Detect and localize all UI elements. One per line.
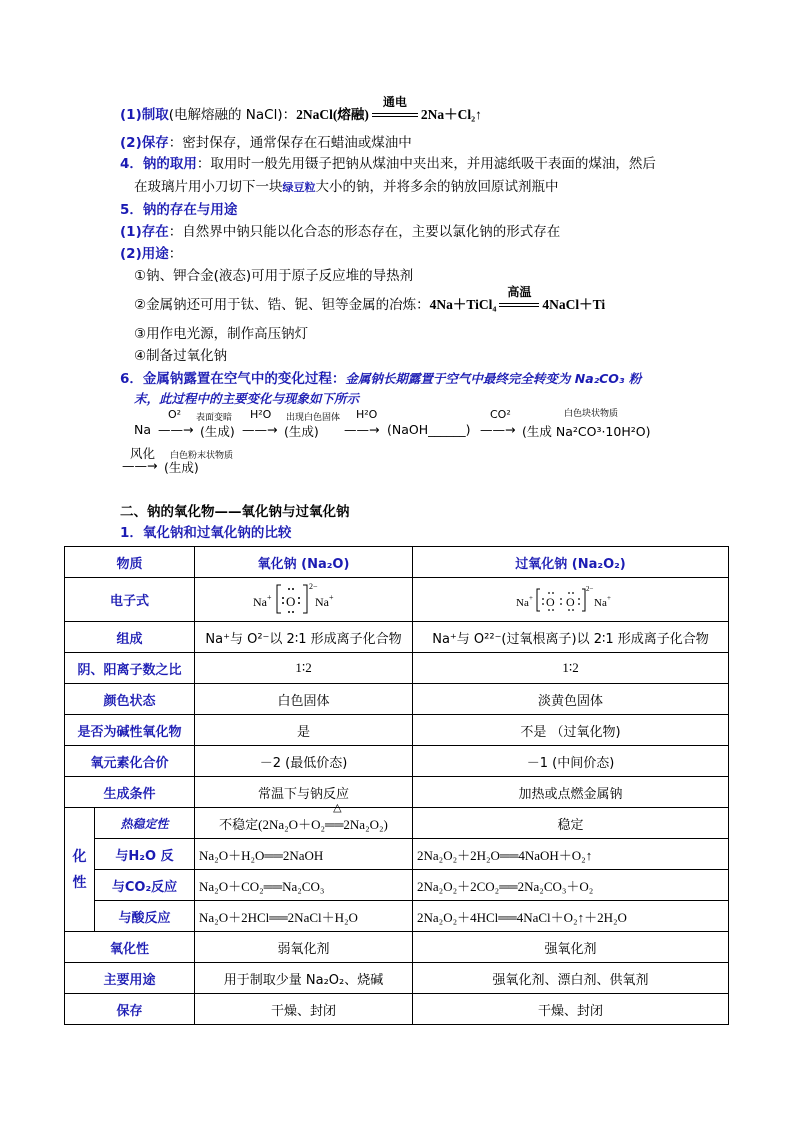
- table-row: [65, 932, 729, 963]
- oxide-subtitle: 1．氧化钠和过氧化钠的比较: [120, 525, 292, 541]
- step3-reagent: H²O: [356, 408, 378, 421]
- header-na2o: 氧化钠 (Na₂O): [195, 547, 413, 578]
- step2-result: (生成): [284, 424, 319, 439]
- air-heading-2: [134, 390, 359, 408]
- take-text-2b: 大小的钠，并将多余的钠放回原试剂瓶中: [315, 179, 559, 195]
- oxide-title: 二、钠的氧化物——氧化钠与过氧化钠: [120, 504, 350, 520]
- electron-label: 电子式: [65, 578, 195, 622]
- row-label: 与H₂O 反: [95, 839, 195, 870]
- exist-line: [120, 223, 560, 241]
- prep-condition: 通电: [382, 95, 407, 109]
- step1-phen: 表面变暗: [196, 413, 233, 423]
- row-label: 与CO₂反应: [95, 870, 195, 901]
- row-label: 组成: [65, 622, 195, 653]
- step1-reagent: O²: [168, 408, 182, 421]
- row-na2o: 白色固体: [195, 684, 413, 715]
- row-na2o: －2 (最低价态): [195, 746, 413, 777]
- use-item-4: ④制备过氧化钠: [134, 348, 228, 364]
- row-na2o: 是: [195, 715, 413, 746]
- prep-formula-right: 2Na＋Cl₂↑: [420, 107, 482, 122]
- svg-text:2−: 2−: [308, 581, 318, 591]
- row-na2o2: 强氧化剂: [413, 932, 729, 963]
- step3-result: (NaOH______): [387, 422, 471, 437]
- table-row: [65, 746, 729, 777]
- use-item-2-text: ②金属钠还可用于钛、锆、铌、钽等金属的冶炼：: [134, 297, 430, 313]
- svg-text:O: O: [545, 594, 555, 609]
- take-em: 绿豆粒: [282, 181, 316, 194]
- row-na2o: 用于制取少量 Na₂O₂、烧碱: [195, 963, 413, 994]
- row-na2o2: 2Na₂O₂＋2CO₂══2Na₂CO₃＋O₂: [413, 870, 729, 901]
- use-colon: ：: [168, 246, 183, 262]
- row-na2o: [195, 801, 413, 839]
- prep-label: (1)制取: [120, 107, 169, 123]
- exist-label: (1)存在: [120, 224, 169, 240]
- row-label: 氧化性: [65, 932, 195, 963]
- step4-result: (生成 Na²CO³·10H²O): [522, 424, 651, 439]
- take-text: ：取用时一般先用镊子把钠从煤油中夹出来，并用滤纸吸干表面的煤油，然后: [196, 156, 656, 172]
- step5-reagent: 风化: [130, 446, 156, 461]
- row-na2o: Na₂O＋CO₂══Na₂CO₃: [195, 870, 413, 901]
- svg-text:+: +: [266, 592, 272, 602]
- process-chain: [122, 408, 694, 478]
- use-item-2-equals: [496, 285, 542, 314]
- prep-text: (电解熔融的 NaCl)：: [168, 107, 297, 123]
- header-substance: 物质: [65, 547, 195, 578]
- take-text-2a: 在玻璃片用小刀切下一块: [134, 179, 283, 195]
- row-na2o2: 稳定: [413, 808, 729, 839]
- step5-phen: 白色粉末状物质: [170, 451, 234, 461]
- store-line: [120, 134, 412, 152]
- table-row: [65, 901, 729, 932]
- row-na2o2: 淡黄色固体: [413, 684, 729, 715]
- air-em-2: 末，此过程中的主要变化与现象如下所示: [134, 391, 360, 406]
- row-label: 是否为碱性氧化物: [65, 715, 195, 746]
- prep-equals: [369, 95, 421, 124]
- na2o-lewis-structure: [249, 579, 359, 617]
- step3-arrow: ——→: [344, 422, 380, 437]
- na2o2-lewis-structure: [516, 579, 626, 617]
- table-row: [65, 777, 729, 808]
- na2o-electron-formula: [195, 578, 413, 622]
- air-heading: [120, 370, 641, 388]
- row-na2o2: －1 (中间价态): [413, 746, 729, 777]
- row-na2o: 1∶2: [195, 653, 413, 684]
- na2o2-electron-formula: [413, 578, 729, 622]
- exist-text: ：自然界中钠只能以化合态的形态存在，主要以氯化钠的形式存在: [168, 224, 561, 240]
- step4-phen: 白色块状物质: [564, 409, 619, 419]
- svg-text:Na: Na: [515, 596, 529, 609]
- use-item-2-condition: 高温: [507, 285, 532, 299]
- svg-text:O: O: [565, 594, 575, 609]
- table-row: [65, 684, 729, 715]
- svg-text:2−: 2−: [585, 584, 593, 593]
- step2-phen: 出现白色固体: [286, 413, 341, 423]
- air-em: 金属钠长期露置于空气中最终完全转变为 Na₂CO₃ 粉: [345, 371, 642, 386]
- exist-heading-label: 5．钠的存在与用途: [120, 202, 238, 218]
- row-na2o2: 干燥、封闭: [413, 994, 729, 1025]
- row-label: 生成条件: [65, 777, 195, 808]
- prep-formula-left: 2NaCl(熔融): [296, 107, 369, 122]
- row-na2o2: 强氧化剂、漂白剂、供氧剂: [413, 963, 729, 994]
- use-label: (2)用途: [120, 246, 169, 262]
- svg-text:Na: Na: [252, 594, 267, 609]
- step2-arrow: ——→: [242, 422, 278, 437]
- row-label: 阴、阳离子数之比: [65, 653, 195, 684]
- row-label: 保存: [65, 994, 195, 1025]
- store-label: (2)保存: [120, 135, 169, 151]
- row-na2o2: 2Na₂O₂＋2H₂O══4NaOH＋O₂↑: [413, 839, 729, 870]
- air-label: 6．金属钠露置在空气中的变化过程：: [120, 371, 346, 387]
- step5-arrow: ——→: [122, 458, 158, 473]
- row-na2o: Na₂O＋H₂O══2NaOH: [195, 839, 413, 870]
- row-na2o: Na⁺与 O²⁻以 2∶1 形成离子化合物: [195, 622, 413, 653]
- step4-arrow: ——→: [480, 422, 516, 437]
- svg-text:Na: Na: [593, 596, 607, 609]
- table-row: [65, 715, 729, 746]
- table-row: [65, 808, 729, 839]
- store-text: ：密封保存，通常保存在石蜡油或煤油中: [168, 135, 412, 151]
- table-row: [65, 839, 729, 870]
- svg-text:+: +: [606, 593, 611, 602]
- table-row: [65, 870, 729, 901]
- table-row: [65, 622, 729, 653]
- svg-text:O: O: [285, 593, 295, 609]
- use-item-2: [134, 285, 606, 314]
- process-start: Na: [134, 422, 152, 437]
- chem-property-text: 化性: [72, 848, 87, 891]
- use-item-1: ①钠、钾合金(液态)可用于原子反应堆的导热剂: [134, 268, 414, 284]
- header-na2o2: 过氧化钠 (Na₂O₂): [413, 547, 729, 578]
- comparison-table: [64, 546, 729, 1025]
- table-row: [65, 994, 729, 1025]
- step4-reagent: CO²: [490, 408, 511, 421]
- row-na2o: 弱氧化剂: [195, 932, 413, 963]
- prep-line: [120, 95, 482, 124]
- use-item-2-formula-left: 4Na＋TiCl₄: [429, 297, 497, 312]
- step5-result: (生成): [164, 460, 199, 475]
- take-label: 4．钠的取用: [120, 156, 197, 172]
- stability-text: 不稳定(2Na₂O＋O₂══2Na₂O₂): [219, 816, 388, 832]
- row-na2o: 干燥、封闭: [195, 994, 413, 1025]
- row-label: 颜色状态: [65, 684, 195, 715]
- row-label: 与酸反应: [95, 901, 195, 932]
- svg-text:+: +: [328, 592, 334, 602]
- take-line-2: [134, 178, 559, 197]
- use-item-3: ③用作电光源，制作高压钠灯: [134, 326, 309, 342]
- step1-arrow: ——→: [158, 422, 194, 437]
- row-na2o2: 加热或点燃金属钠: [413, 777, 729, 808]
- row-label: 主要用途: [65, 963, 195, 994]
- row-na2o: Na₂O＋2HCl══2NaCl＋H₂O: [195, 901, 413, 932]
- row-na2o2: 不是 （过氧化物): [413, 715, 729, 746]
- row-label: 热稳定性: [95, 808, 195, 839]
- heat-condition: △: [333, 801, 342, 814]
- row-na2o2: 1∶2: [413, 653, 729, 684]
- row-na2o2: 2Na₂O₂＋4HCl══4NaCl＋O₂↑＋2H₂O: [413, 901, 729, 932]
- row-label: 氧元素化合价: [65, 746, 195, 777]
- row-na2o: 常温下与钠反应: [195, 777, 413, 808]
- use-heading: [120, 245, 182, 263]
- use-item-2-formula-right: 4NaCl＋Ti: [542, 297, 606, 312]
- table-row: [65, 578, 729, 622]
- table-row: [65, 547, 729, 578]
- table-row: [65, 653, 729, 684]
- chem-property-label: [65, 808, 95, 932]
- take-line: [120, 155, 656, 173]
- table-row: [65, 963, 729, 994]
- svg-text:+: +: [528, 593, 533, 602]
- step2-reagent: H²O: [250, 408, 272, 421]
- row-na2o2: Na⁺与 O²²⁻(过氧根离子)以 2∶1 形成离子化合物: [413, 622, 729, 653]
- exist-heading: [120, 201, 237, 219]
- step1-result: (生成): [200, 424, 235, 439]
- svg-text:Na: Na: [314, 594, 329, 609]
